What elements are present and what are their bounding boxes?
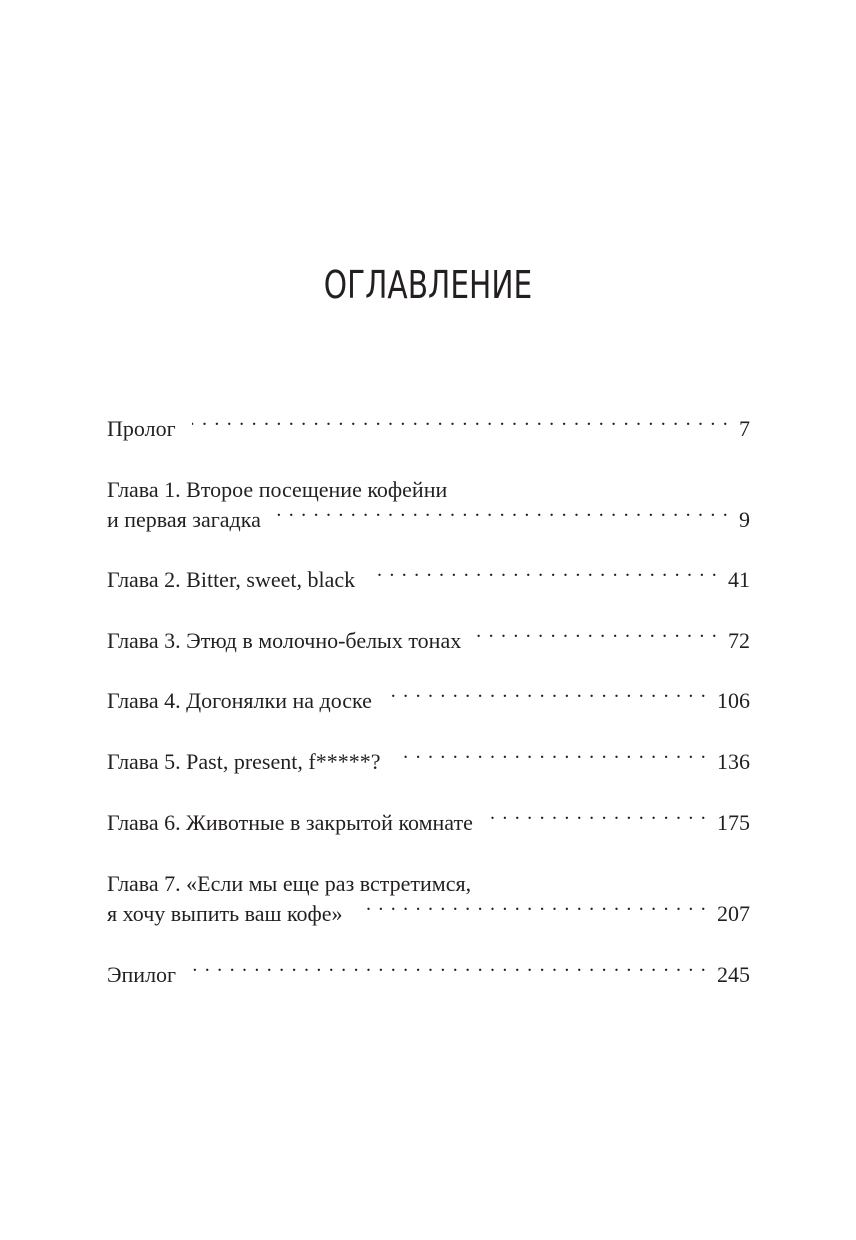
toc-entry-label: Глава 5. Past, present, f*****? xyxy=(107,749,381,774)
toc-entry-label: и первая загадка xyxy=(107,507,261,532)
toc-page-number: 207 xyxy=(717,901,750,926)
toc-page-number: 175 xyxy=(717,810,750,835)
dot-leader xyxy=(388,686,707,708)
toc-entry-label: Пролог xyxy=(107,416,176,441)
toc-entry-label: Глава 2. Bitter, sweet, black xyxy=(107,567,356,592)
toc-entry-chapter-5[interactable] xyxy=(107,747,750,777)
toc-page-number: 106 xyxy=(717,688,750,713)
toc-page-number: 7 xyxy=(739,416,750,441)
toc-page-number: 245 xyxy=(717,962,750,987)
dot-leader xyxy=(192,414,729,436)
toc-entry-chapter-1[interactable] xyxy=(107,475,750,535)
toc-entry-chapter-7[interactable] xyxy=(107,869,750,929)
toc-entry-chapter-2[interactable] xyxy=(107,565,750,595)
toc-entry-title-line: Глава 1. Второе посещение кофейни xyxy=(107,477,448,502)
toc-entry-label: Глава 3. Этюд в молочно-белых тонах xyxy=(107,628,462,653)
toc-entry-title-line: Глава 7. «Если мы еще раз встретимся, xyxy=(107,871,472,896)
dot-leader xyxy=(371,565,718,587)
dot-leader xyxy=(489,808,707,830)
toc-entry-label: Глава 4. Догонялки на доске xyxy=(107,688,372,713)
toc-entry-chapter-6[interactable] xyxy=(107,808,750,838)
toc-page-number: 41 xyxy=(728,567,750,592)
toc-page-number: 9 xyxy=(739,507,750,532)
toc-page-number: 136 xyxy=(717,749,750,774)
dot-leader xyxy=(477,626,718,648)
dot-leader xyxy=(359,899,707,921)
toc-entry-prologue[interactable] xyxy=(107,414,750,444)
dot-leader xyxy=(192,960,707,982)
page-title: ОГЛАВЛЕНИЕ xyxy=(323,263,533,307)
toc-entry-chapter-4[interactable] xyxy=(107,686,750,716)
toc-entry-label: я хочу выпить ваш кофе» xyxy=(107,901,343,926)
dot-leader xyxy=(396,747,707,769)
toc-entry-chapter-3[interactable] xyxy=(107,626,750,656)
toc-page-number: 72 xyxy=(728,628,750,653)
toc-entry-epilogue[interactable] xyxy=(107,960,750,990)
dot-leader xyxy=(277,505,729,527)
toc-entry-label: Эпилог xyxy=(107,962,177,987)
toc-entry-label: Глава 6. Животные в закрытой комнате xyxy=(107,810,473,835)
